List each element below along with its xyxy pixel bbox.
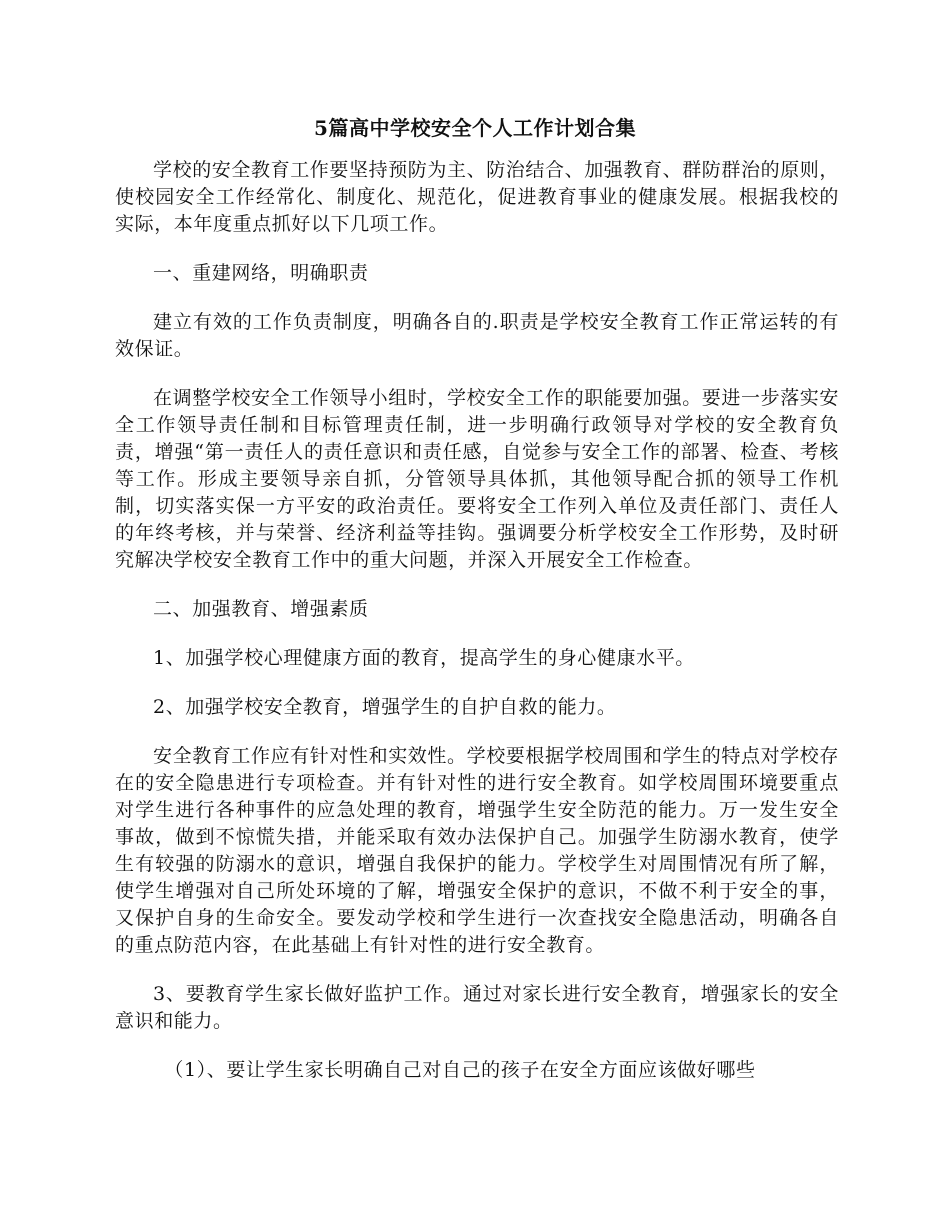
document-title: 5篇高中学校安全个人工作计划合集 xyxy=(314,116,636,140)
document-body xyxy=(115,157,839,1106)
section-heading-1: 一、重建网络，明确职责 xyxy=(153,262,369,284)
paragraph-safety-education: 安全教育工作应有针对性和实效性。学校要根据学校周围和学生的特点对学校存在的安全隐患进行专项检查。并有针对性的进行安全教育。如学校周围环境要重点对学生进行各种事件的应急处理的教育，增强学生安全防范的能力。万一发生安全事故，做到不惊慌失措，并能采取有效办法保护自己。加强学生防溺水教育，使学生有较强的防溺水的意识，增强自我保护的能力。学校学生对周围情况有所了解，使学生增强对自己所处环境的了解，增强安全保护的意识，不做不利于安全的事，又保护自身的生命安全。要发动学校和学生进行一次查找安全隐患活动，明确各自的重点防范内容，在此基础上有针对性的进行安全教育。 xyxy=(115,745,840,956)
sub-item-1: （1）、要让学生家长明确自己对自己的孩子在安全方面应该做好哪些 xyxy=(164,1059,756,1081)
paragraph-responsibility: 建立有效的工作负责制度，明确各自的.职责是学校安全教育工作正常运转的有效保证。 xyxy=(115,311,839,360)
paragraph-leadership: 在调整学校安全工作领导小组时，学校安全工作的职能要加强。要进一步落实安全工作领导责任制和目标管理责任制，进一步明确行政领导对学校的安全教育负责，增强“第一责任人的责任意识和责任感，自觉参与安全工作的部署、检查、考核等工作。形成主要领导亲自抓，分管领导具体抓，其他领导配合抓的领导工作机制，切实落实保一方平安的政治责任。要将安全工作列入单位及责任部门、责任人的年终考核，并与荣誉、经济利益等挂钩。强调要分析学校安全工作形势，及时研究解决学校安全教育工作中的重大问题，并深入开展安全工作检查。 xyxy=(115,387,840,571)
list-item-2: 2、加强学校安全教育，增强学生的自护自救的能力。 xyxy=(153,696,617,718)
list-item-3: 3、要教育学生家长做好监护工作。通过对家长进行安全教育，增强家长的安全意识和能力。 xyxy=(115,983,839,1032)
paragraph-intro: 学校的安全教育工作要坚持预防为主、防治结合、加强教育、群防群治的原则，使校园安全工作经常化、制度化、规范化，促进教育事业的健康发展。根据我校的实际，本年度重点抓好以下几项工作。 xyxy=(115,159,840,235)
section-heading-2: 二、加强教育、增强素质 xyxy=(153,598,369,620)
list-item-1: 1、加强学校心理健康方面的教育，提高学生的身心健康水平。 xyxy=(153,647,695,669)
